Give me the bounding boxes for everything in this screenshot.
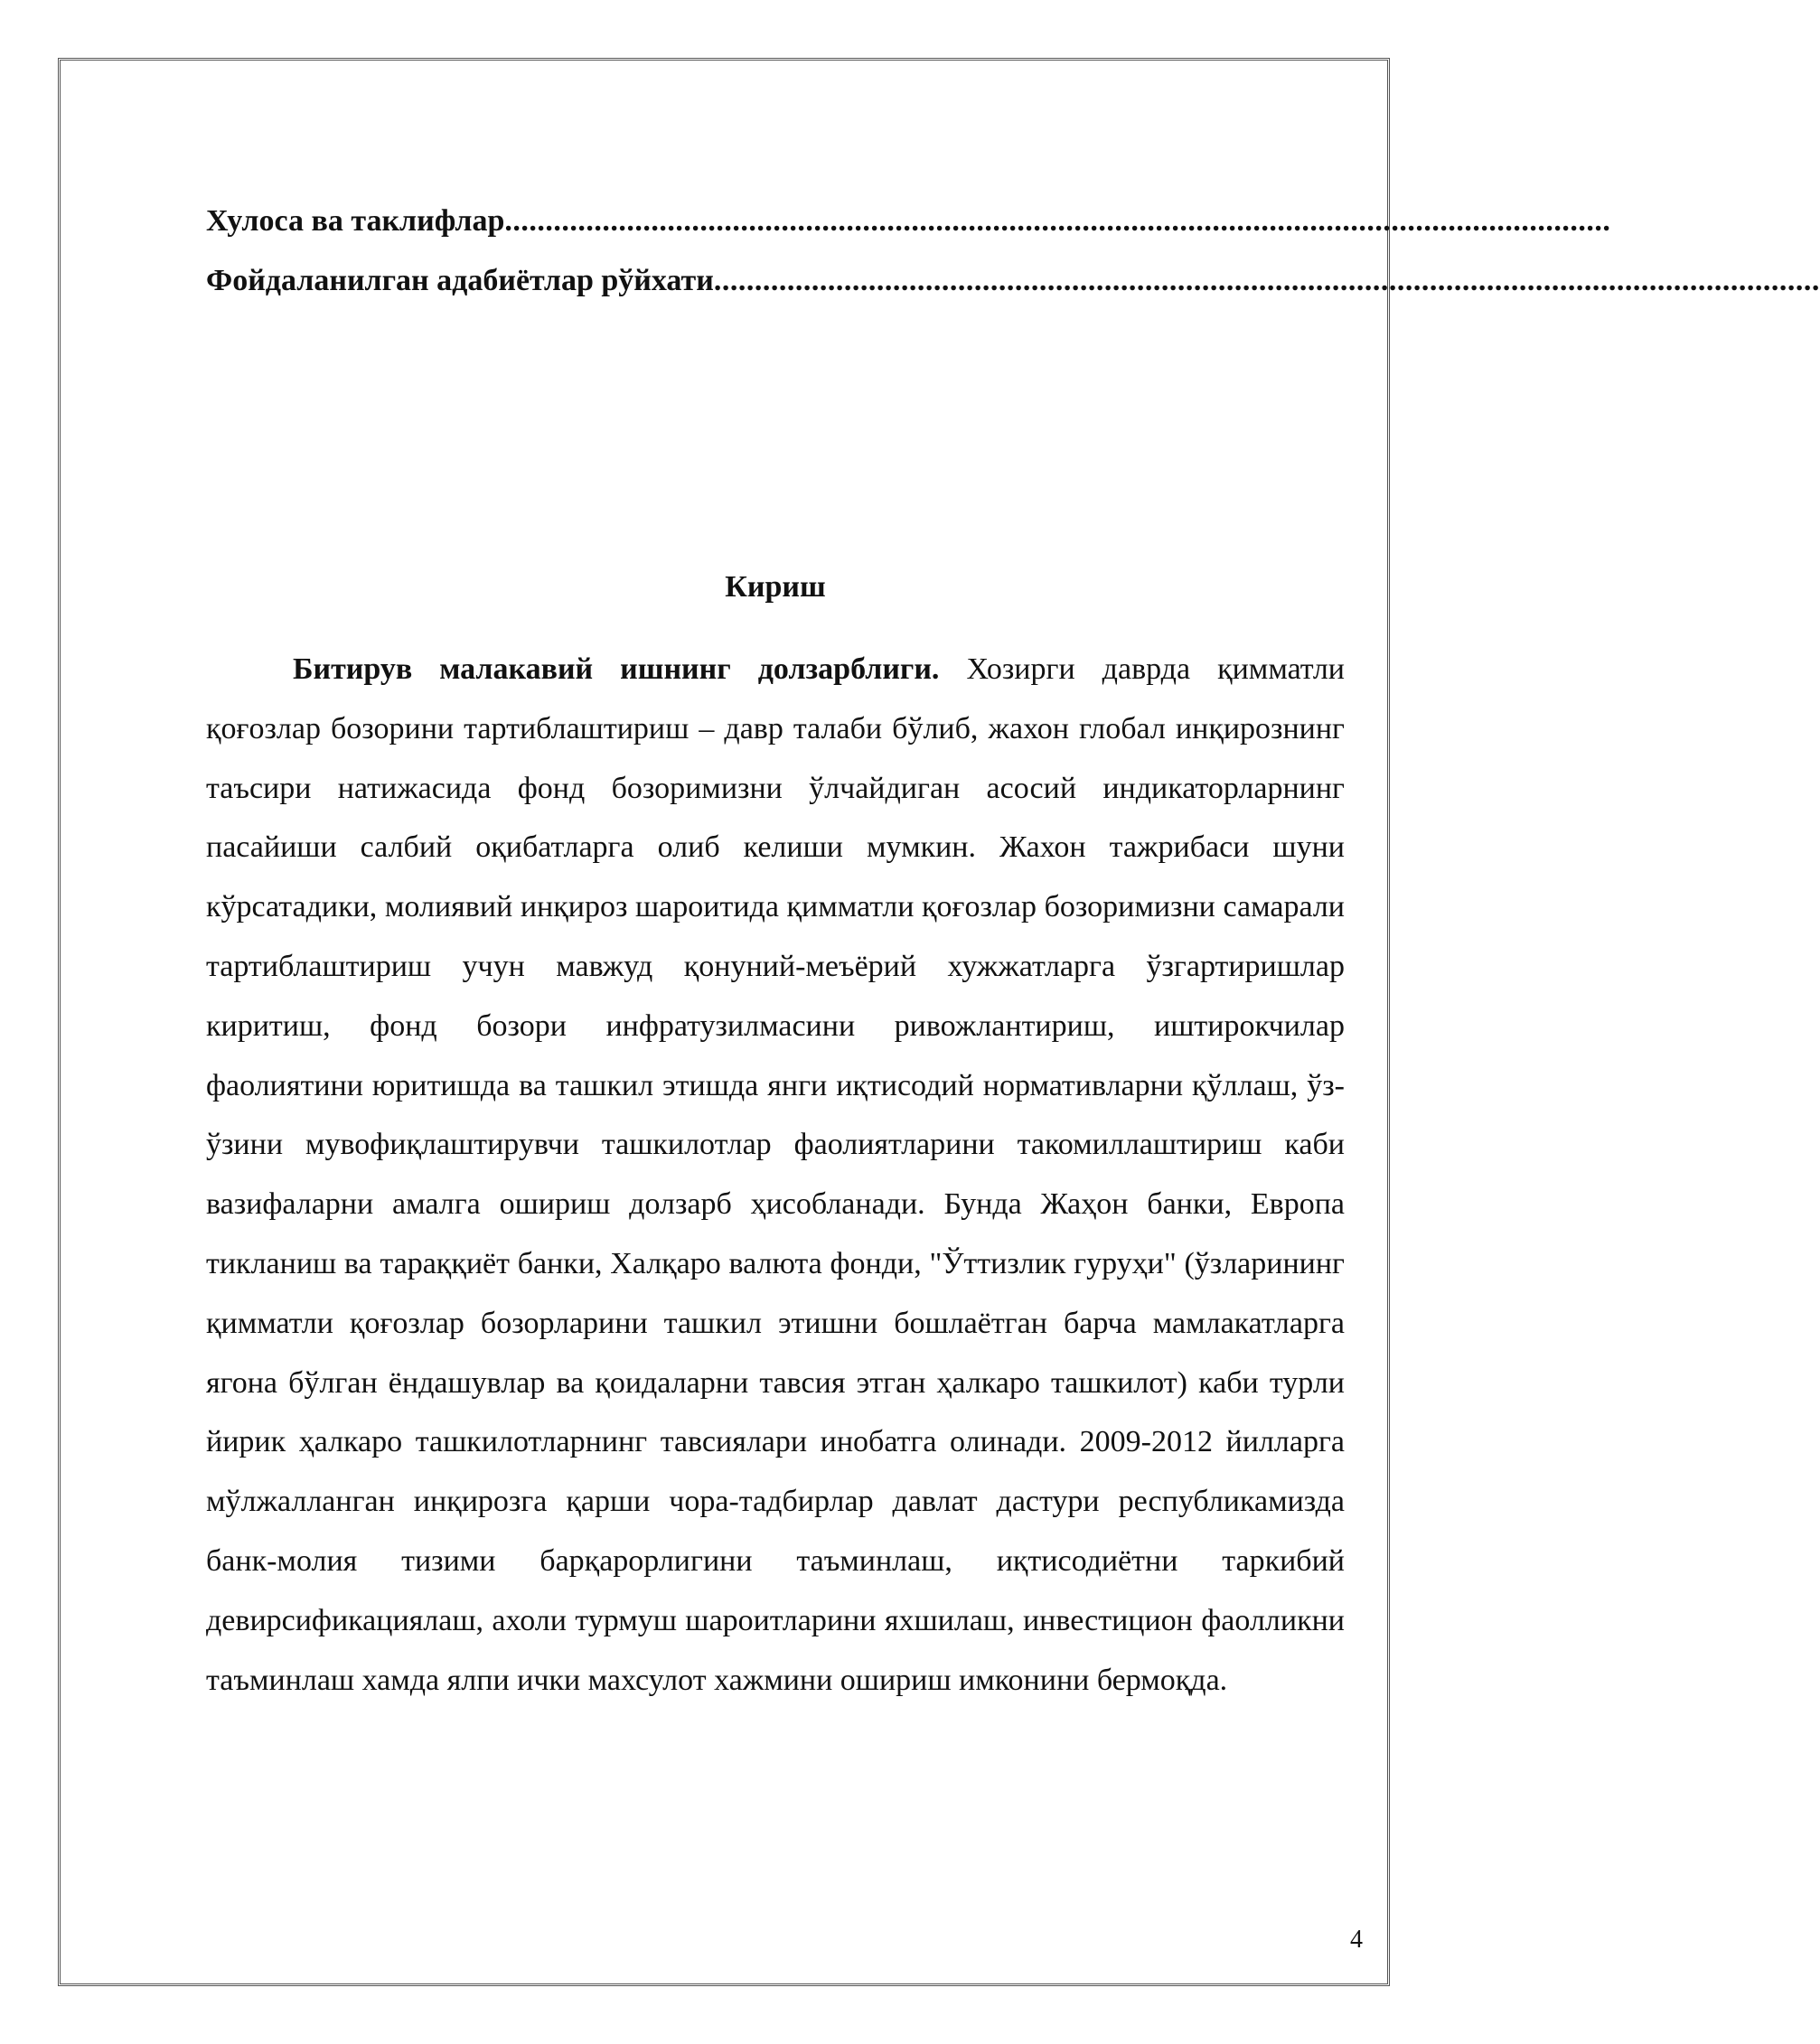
toc-leader-dots: ........................................................................................................................................ — [713, 264, 1820, 297]
toc-entry-references[interactable] — [206, 251, 1820, 311]
table-of-contents — [206, 192, 1820, 311]
toc-entry-conclusions[interactable] — [206, 192, 1611, 251]
introduction-paragraph — [206, 640, 1345, 1710]
paragraph-body-text: Хозирги даврда қимматли қоғозлар бозорини тартиблаштириш – давр талаби бўлиб, жахон глобал инқирознинг таъсири натижасида фонд бозоримизни ўлчайдиган асосий индикаторларнинг пасайиши салбий оқибатларга олиб келиши мумкин. Жахон тажрибаси шуни кўрсатадики, молиявий инқироз шароитида қимматли қоғозлар бозоримизни самарали тартиблаштириш учун мавжуд қонуний-меъёрий хужжатларга ўзгартиришлар киритиш, фонд бозори инфратузилмасини ривожлантириш, иштирокчилар фаолиятини юритишда ва ташкил этишда янги иқтисодий нормативларни қўллаш, ўз-ўзини мувофиқлаштирувчи ташкилотлар фаолиятларини такомиллаштириш каби вазифаларни амалга ошириш долзарб ҳисобланади. Бунда Жаҳон банки, Европа тикланиш ва тараққиёт банки, Халқаро валюта фонди, "Ўттизлик гуруҳи" (ўзларининг қимматли қоғозлар бозорларини ташкил этишни бошлаётган барча мамлакатларга ягона бўлган ёндашувлар ва қоидаларни тавсия этган ҳалкаро ташкилот) каби турли йирик ҳалкаро ташкилотларнинг тавсиялари инобатга олинади. 2009-2012 йилларга мўлжалланган инқирозга қарши чора-тадбирлар давлат дастури республикамизда банк-молия тизими барқарорлигини таъминлаш, иқтисодиётни таркибий девирсификациялаш, ахоли турмуш шароитларини яхшилаш, инвестицион фаолликни таъминлаш хамда ялпи ички махсулот хажмини ошириш имконини бермоқда. — [206, 652, 1345, 1697]
section-heading: Кириш — [725, 570, 826, 604]
toc-entry-title: Фойдаланилган адабиётлар рўйхати — [206, 264, 714, 297]
toc-entry-title: Хулоса ва таклифлар — [206, 204, 505, 238]
toc-leader-dots: ........................................................................................................................................ — [504, 204, 1611, 238]
page-number: 4 — [1350, 1926, 1363, 1954]
paragraph-lead-in: Битирув малакавий ишнинг долзарблиги. — [293, 652, 940, 686]
